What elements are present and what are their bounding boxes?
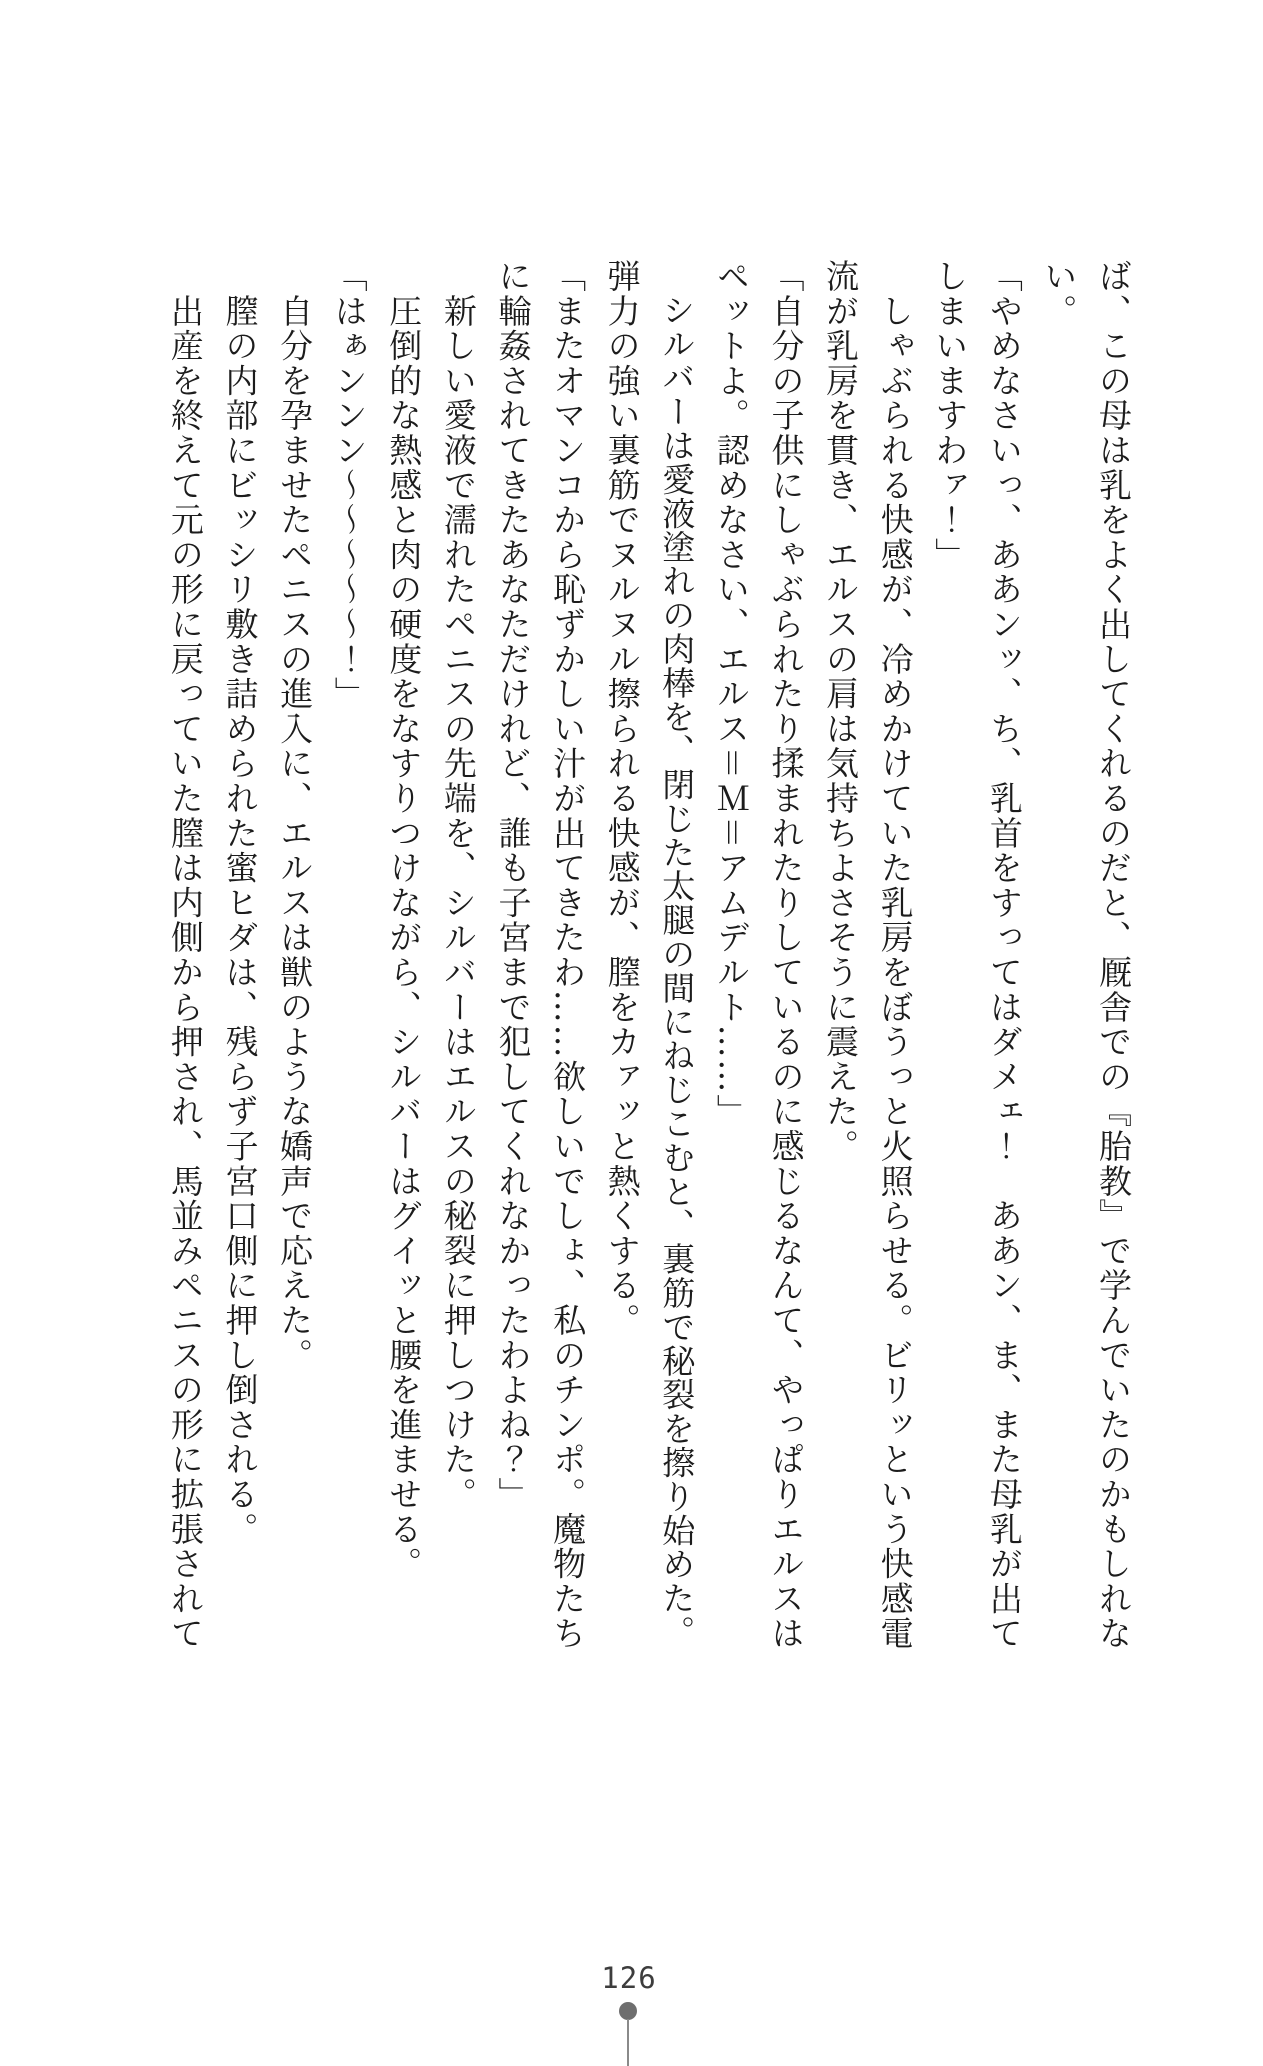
- page-marker-line: [627, 2019, 629, 2066]
- text-line: しゃぶられる快感が、冷めかけていた乳房をぼうっと火照らせる。ビリッという快感電: [875, 259, 915, 1651]
- text-line: 出産を終えて元の形に戻っていた膣は内側から押され、馬並みペニスの形に拡張されて: [165, 259, 205, 1651]
- text-line: ば、この母は乳をよく出してくれるのだと、厩舎での『胎教』で学んでいたのかもしれな: [1094, 259, 1133, 1651]
- text-line: 「やめなさいっ、ああンッ、ち、乳首をすってはダメェ！ ああン、ま、また母乳が出て: [984, 259, 1024, 1651]
- text-line: 「またオマンコから恥ずかしい汁が出てきたわ……欲しいでしょ、私のチンポ。魔物たち: [548, 259, 588, 1651]
- text-line: ペットよ。認めなさい、エルス＝Ｍ＝アムデルト……」: [711, 259, 751, 1129]
- page-number: 126: [601, 1961, 657, 1995]
- text-block: [157, 259, 1140, 1651]
- page-marker-dot: [619, 2002, 637, 2020]
- text-line: に輪姦されてきたあなただけれど、誰も子宮まで犯してくれなかったわよね？」: [493, 259, 533, 1512]
- text-line: 「はぁンンン〜〜〜〜〜！」: [329, 259, 369, 712]
- text-line: 弾力の強い裏筋でヌルヌル擦られる快感が、膣をカァッと熱くする。: [602, 259, 642, 1338]
- text-line: 流が乳房を貫き、エルスの肩は気持ちよさそうに震えた。: [821, 259, 861, 1164]
- text-line: シルバーは愛液塗れの肉棒を、閉じた太腿の間にねじこむと、裏筋で秘裂を擦り始めた。: [657, 259, 697, 1649]
- text-line: しまいますわァ！」: [930, 259, 970, 573]
- text-line: 膣の内部にビッシリ敷き詰められた蜜ヒダは、残らず子宮口側に押し倒される。: [220, 259, 260, 1547]
- text-line: 圧倒的な熱感と肉の硬度をなすりつけながら、シルバーはグイッと腰を進ませる。: [384, 259, 424, 1582]
- text-line: 新しい愛液で濡れたペニスの先端を、シルバーはエルスの秘裂に押しつけた。: [438, 259, 478, 1512]
- text-line: い。: [1039, 259, 1079, 329]
- text-line: 「自分の子供にしゃぶられたり揉まれたりしているのに感じるなんて、やっぱりエルスは: [766, 259, 806, 1651]
- text-line: 自分を孕ませたペニスの進入に、エルスは獣のような嬌声で応えた。: [275, 259, 315, 1373]
